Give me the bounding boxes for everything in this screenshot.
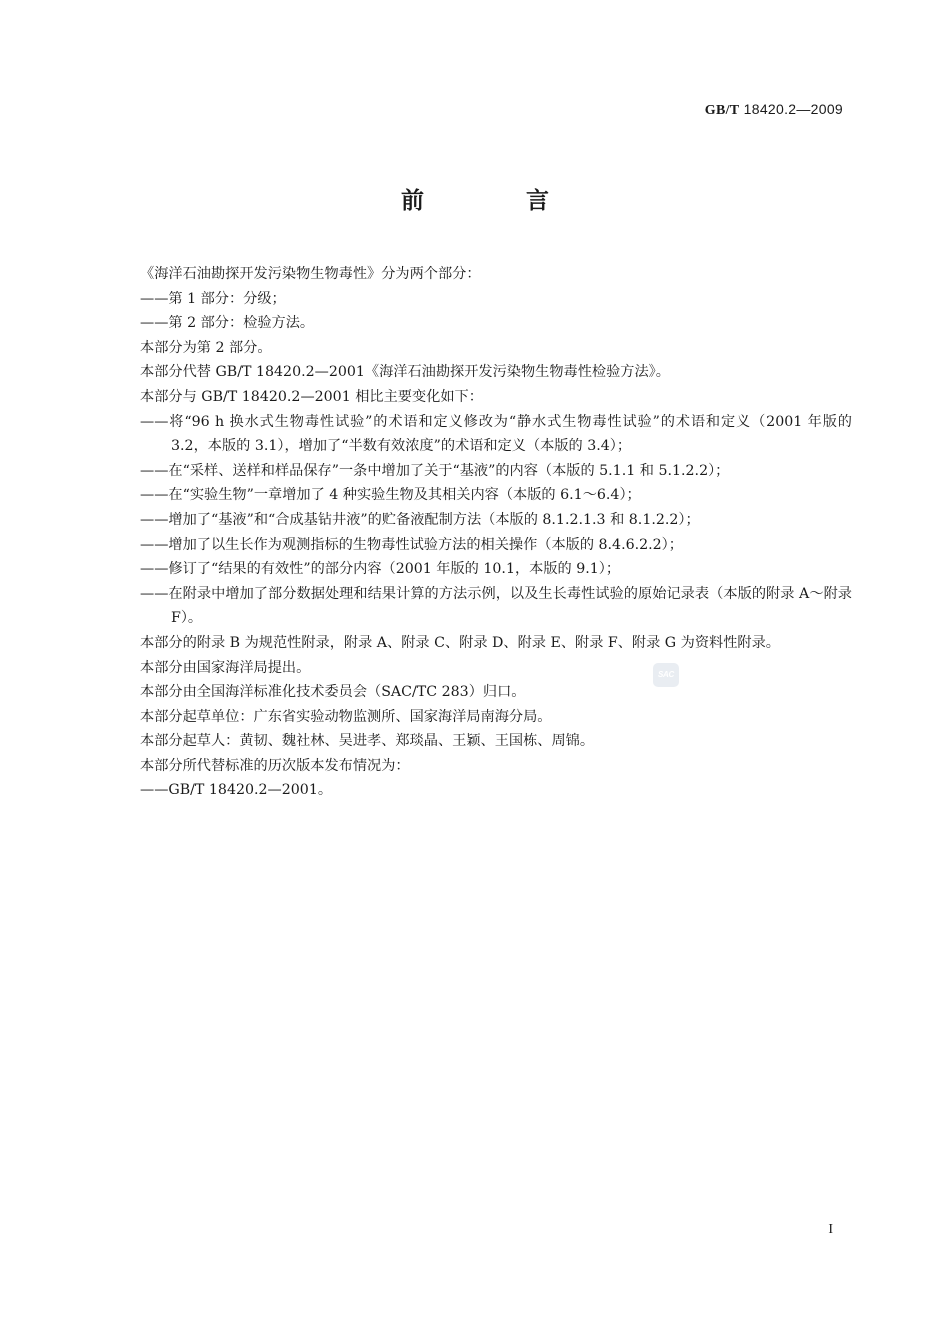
paragraph-parts-intro: 《海洋石油勘探开发污染物生物毒性》分为两个部分： xyxy=(140,266,481,282)
list-item-history-1: ——GB/T 18420.2—2001。 xyxy=(140,782,333,799)
list-item-change-4: ——增加了“基液”和“合成基钻井液”的贮备液配制方法（本版的 8.1.2.1.3 和 8.1.2.2）； xyxy=(140,511,700,528)
paragraph-drafting-units: 本部分起草单位：广东省实验动物监测所、国家海洋局南海分局。 xyxy=(140,708,552,725)
paragraph-this-part: 本部分为第 2 部分。 xyxy=(140,339,272,356)
paragraph-annexes: 本部分的附录 B 为规范性附录，附录 A、附录 C、附录 D、附录 E、附录 F、附录 G 为资料性附录。 xyxy=(140,634,780,651)
standard-code: 18420.2—2009 xyxy=(743,101,843,117)
list-item-change-7: ——在附录中增加了部分数据处理和结果计算的方法示例，以及生长毒性试验的原始记录表（本版的附录 A～附录 F）。 xyxy=(140,585,852,627)
page-title: 前 言 xyxy=(400,188,596,214)
list-item-part-1: ——第 1 部分：分级； xyxy=(140,290,286,307)
paragraph-changes-intro: 本部分与 GB/T 18420.2—2001 相比主要变化如下： xyxy=(140,388,483,405)
standard-number xyxy=(705,101,843,119)
page-number: I xyxy=(828,1222,833,1237)
list-item-change-3: ——在“实验生物”一章增加了 4 种实验生物及其相关内容（本版的 6.1～6.4）； xyxy=(140,487,641,504)
list-item-change-1: ——将“96 h 换水式生物毒性试验”的术语和定义修改为“静水式生物毒性试验”的术语和定义（2001 年版的 3.2，本版的 3.1），增加了“半数有效浓度”的术语和定义（本版的 3.4）； xyxy=(140,413,852,455)
list-item-change-2: ——在“采样、送样和样品保存”一条中增加了关于“基液”的内容（本版的 5.1.1 和 5.1.2.2）； xyxy=(140,462,730,479)
foreword-body xyxy=(140,262,852,803)
paragraph-history-intro: 本部分所代替标准的历次版本发布情况为： xyxy=(140,757,410,774)
paragraph-administered-by: 本部分由全国海洋标准化技术委员会（SAC/TC 283）归口。 xyxy=(140,684,526,701)
paragraph-drafters: 本部分起草人：黄韧、魏社林、吴进孝、郑琰晶、王颖、王国栋、周锦。 xyxy=(140,733,595,750)
paragraph-replaces: 本部分代替 GB/T 18420.2—2001《海洋石油勘探开发污染物生物毒性检验方法》。 xyxy=(140,364,670,381)
list-item-change-6: ——修订了“结果的有效性”的部分内容（2001 年版的 10.1，本版的 9.1）； xyxy=(140,561,621,578)
paragraph-proposed-by: 本部分由国家海洋局提出。 xyxy=(140,659,311,676)
list-item-part-2: ——第 2 部分：检验方法。 xyxy=(140,315,315,332)
list-item-change-5: ——增加了以生长作为观测指标的生物毒性试验方法的相关操作（本版的 8.4.6.2.2）； xyxy=(140,536,683,553)
sac-watermark-logo: SAC xyxy=(653,663,679,687)
standard-prefix: GB/T xyxy=(704,103,740,118)
